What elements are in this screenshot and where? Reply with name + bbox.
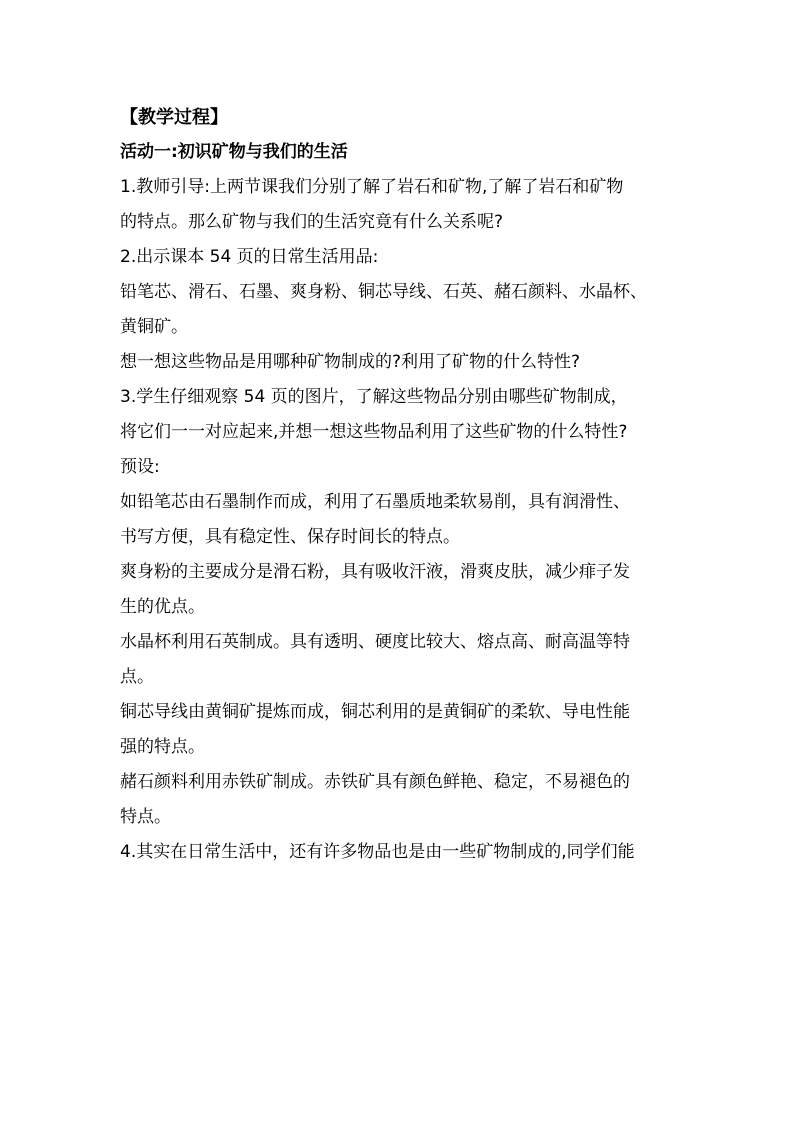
paragraph-line: 强的特点。 [120,737,205,757]
paragraph-line: 3.学生仔细观察 54 页的图片，了解这些物品分别由哪些矿物制成， [120,387,628,407]
paragraph-line: 如铅笔芯由石墨制作而成，利用了石墨质地柔软易削，具有润滑性、 [120,492,630,512]
paragraph-line: 2.出示课本 54 页的日常生活用品: [120,247,379,267]
paragraph-line: 爽身粉的主要成分是滑石粉，具有吸收汗液，滑爽皮肤，减少痱子发 [120,562,630,582]
paragraph-line: 点。 [120,667,154,687]
paragraph-line: 1.教师引导:上两节课我们分别了解了岩石和矿物,了解了岩石和矿物 [120,177,624,197]
paragraph-line: 预设: [120,457,160,477]
paragraph-line: 铅笔芯、滑石、石墨、爽身粉、铜芯导线、石英、赭石颜料、水晶杯、 [120,282,647,302]
document-body [120,100,690,870]
paragraph-line: 黄铜矿。 [120,317,188,337]
paragraph-line: 将它们一一对应起来,并想一想这些物品利用了这些矿物的什么特性? [120,422,628,442]
activity-title: 活动一:初识矿物与我们的生活 [120,142,348,162]
paragraph-line: 的特点。那么矿物与我们的生活究竟有什么关系呢? [120,212,504,232]
section-heading: 【教学过程】 [120,107,228,128]
paragraph-line: 特点。 [120,807,171,827]
paragraph-line: 想一想这些物品是用哪种矿物制成的?利用了矿物的什么特性? [120,352,581,372]
paragraph-line: 赭石颜料利用赤铁矿制成。赤铁矿具有颜色鲜艳、稳定，不易褪色的 [120,772,630,792]
paragraph-line: 生的优点。 [120,597,205,617]
paragraph-line: 书写方便，具有稳定性、保存时间长的特点。 [120,527,460,547]
paragraph-line: 水晶杯利用石英制成。具有透明、硬度比较大、熔点高、耐高温等特 [120,632,630,652]
paragraph-line: 铜芯导线由黄铜矿提炼而成，铜芯利用的是黄铜矿的柔软、导电性能 [120,702,630,722]
paragraph-line: 4.其实在日常生活中，还有许多物品也是由一些矿物制成的,同学们能 [120,842,635,862]
